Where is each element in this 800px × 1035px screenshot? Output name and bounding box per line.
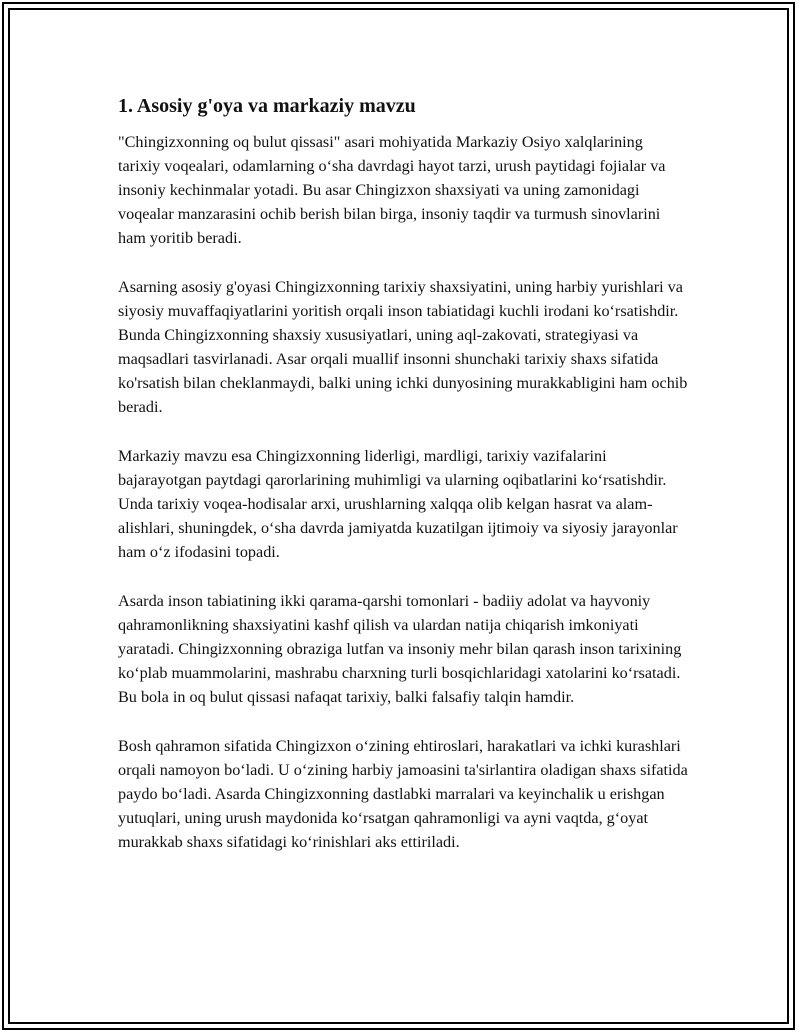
paragraph-5: Bosh qahramon sifatida Chingizxon o‘zining ehtiroslari, harakatlari va ichki kurashlari orqali namoyon bo‘ladi. U o‘zining harbiy jamoasini ta'sirlantira oladigan shaxs sifatida paydo bo‘ladi. Asarda Chingizxonning dastlabki marralari va keyinchalik u erishgan yutuqlari, uning urush maydonida ko‘rsatgan qahramonligi va ayni vaqtda, g‘oyat murakkab shaxs sifatidagi ko‘rinishlari aks ettiriladi. bbox=[118, 737, 688, 851]
section-heading: 1. Asosiy g'oya va markaziy mavzu bbox=[118, 95, 416, 117]
paragraph-4: Asarda inson tabiatining ikki qarama-qarshi tomonlari - badiiy adolat va hayvoniy qahramonlikning shaxsiyatini kashf qilish va ulardan natija chiqarish imkoniyati yaratadi. Chingizxonning obraziga lutfan va insoniy mehr bilan qarash inson tarixining ko‘plab muammolarini, mashrabu charxning turli bosqichlaridagi xatolarini ko‘rsatadi. Bu bola in oq bulut qissasi nafaqat tarixiy, balki falsafiy talqin hamdir. bbox=[118, 592, 682, 706]
paragraph-2: Asarning asosiy g'oyasi Chingizxonning tarixiy shaxsiyatini, uning harbiy yurishlari va siyosiy muvaffaqiyatlarini yoritish orqali inson tabiatidagi kuchli irodani ko‘rsatishdir. Bunda Chingizxonning shaxsiy xususiyatlari, uning aql-zakovati, strategiyasi va maqsadlari tasvirlanadi. Asar orqali muallif insonni shunchaki tarixiy shaxs sifatida ko'rsatish bilan cheklanmaydi, balki uning ichki dunyosining murakkabligini ham ochib beradi. bbox=[118, 278, 688, 416]
paragraph-1: "Chingizxonning oq bulut qissasi" asari mohiyatida Markaziy Osiyo xalqlarining tarixiy voqealari, odamlarning o‘sha davrdagi hayot tarzi, urush paytidagi fojialar va insoniy kechinmalar yotadi. Bu asar Chingizxon shaxsiyati va uning zamonidagi voqealar manzarasini ochib berish bilan birga, insoniy taqdir va turmush sinovlarini ham yoritib beradi. bbox=[118, 133, 666, 247]
paragraph-3: Markaziy mavzu esa Chingizxonning liderligi, mardligi, tarixiy vazifalarini bajarayotgan paytdagi qarorlarining muhimligi va ularning oqibatlarini ko‘rsatishdir. Unda tarixiy voqea-hodisalar arxi, urushlarning xalqqa olib kelgan hasrat va alam-alishlari, shuningdek, o‘sha davrda jamiyatda kuzatilgan ijtimoiy va siyosiy jarayonlar ham o‘z ifodasini topadi. bbox=[118, 447, 678, 561]
document-body bbox=[118, 94, 688, 879]
